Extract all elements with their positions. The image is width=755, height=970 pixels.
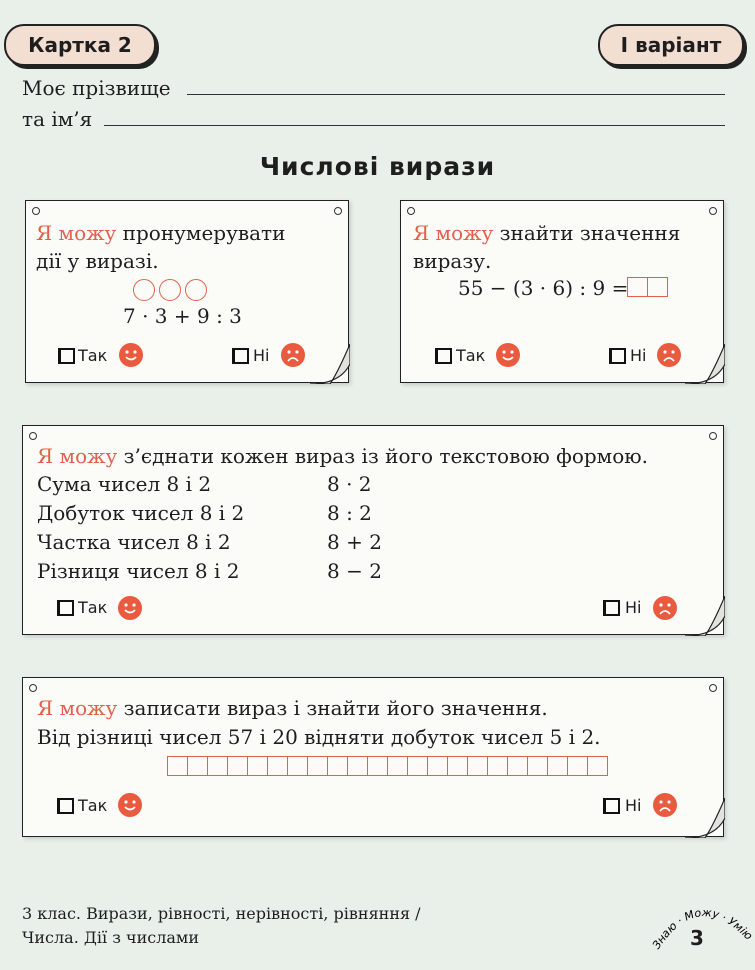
variant-badge <box>598 24 744 66</box>
task-text: пронумерувати <box>122 221 286 245</box>
answer-cell[interactable] <box>207 756 228 776</box>
answer-cell[interactable] <box>167 756 188 776</box>
expression-3[interactable]: 8 + 2 <box>327 530 382 554</box>
yes-label: Так <box>456 346 486 365</box>
happy-face-icon <box>118 793 142 817</box>
task-text: знайти значення <box>499 221 681 245</box>
answer-cell[interactable] <box>287 756 308 776</box>
text-form-2[interactable]: Добуток чисел 8 і 2 <box>37 501 245 525</box>
task-card-3 <box>22 425 724 635</box>
text-form-4[interactable]: Різниця чисел 8 і 2 <box>37 559 240 583</box>
variant-label: І варіант <box>620 33 722 57</box>
yes-label: Так <box>78 796 108 815</box>
page-curl-icon <box>310 344 350 384</box>
surname-label: Моє прізвище <box>22 76 171 100</box>
no-label: Ні <box>625 796 642 815</box>
task-text-continued: дії у виразі. <box>36 249 159 273</box>
yes-checkbox[interactable] <box>58 348 75 364</box>
answer-cell[interactable] <box>367 756 388 776</box>
no-label: Ні <box>630 346 647 365</box>
answer-cell[interactable] <box>487 756 508 776</box>
answer-cell[interactable] <box>267 756 288 776</box>
expression: 7 · 3 + 9 : 3 <box>123 304 242 328</box>
answer-cell[interactable] <box>227 756 248 776</box>
answer-cell[interactable] <box>507 756 528 776</box>
task-card-2 <box>400 200 724 383</box>
answer-cell[interactable] <box>587 756 608 776</box>
punch-hole-icon <box>29 684 37 692</box>
motto-text: Знаю · Можу · Умію <box>650 905 755 952</box>
lead-text: Я можу <box>37 444 118 468</box>
footer-line-1: 3 клас. Вирази, рівності, нерівності, рівняння / <box>22 904 421 923</box>
answer-cell[interactable] <box>387 756 408 776</box>
yes-checkbox[interactable] <box>435 348 452 364</box>
task-text-continued: виразу. <box>413 249 492 273</box>
sad-face-icon <box>653 596 677 620</box>
yes-label: Так <box>78 598 108 617</box>
text-form-1[interactable]: Сума чисел 8 і 2 <box>37 472 212 496</box>
task-text-continued: Від різниці чисел 57 і 20 відняти добуток чисел 5 і 2. <box>37 725 601 749</box>
expression-1[interactable]: 8 · 2 <box>327 472 372 496</box>
expression-4[interactable]: 8 − 2 <box>327 559 382 583</box>
answer-cell[interactable] <box>407 756 428 776</box>
answer-cell[interactable] <box>527 756 548 776</box>
lead-text: Я можу <box>37 696 118 720</box>
order-answer-circles[interactable] <box>133 279 211 305</box>
punch-hole-icon <box>709 684 717 692</box>
answer-cell[interactable] <box>547 756 568 776</box>
answer-cell[interactable] <box>307 756 328 776</box>
answer-cell[interactable] <box>467 756 488 776</box>
sad-face-icon <box>657 343 681 367</box>
task-text: з’єднати кожен вираз із його текстовою формою. <box>123 444 649 468</box>
task-card-1 <box>25 200 349 383</box>
expression-2[interactable]: 8 : 2 <box>327 501 372 525</box>
name-field[interactable] <box>104 125 725 126</box>
punch-hole-icon <box>29 432 37 440</box>
page-curl-icon <box>685 798 725 838</box>
footer-line-2: Числа. Дії з числами <box>22 928 200 947</box>
no-checkbox[interactable] <box>603 798 620 814</box>
lead-text: Я можу <box>36 221 117 245</box>
no-checkbox[interactable] <box>609 348 626 364</box>
happy-face-icon <box>119 343 143 367</box>
no-label: Ні <box>253 346 270 365</box>
task-card-4 <box>22 677 724 837</box>
punch-hole-icon <box>709 432 717 440</box>
answer-cell[interactable] <box>447 756 468 776</box>
page-number: 3 <box>690 926 704 950</box>
card-number-badge <box>4 24 156 66</box>
no-label: Ні <box>625 598 642 617</box>
no-checkbox[interactable] <box>603 600 620 616</box>
yes-label: Так <box>78 346 108 365</box>
lead-text: Я можу <box>413 221 494 245</box>
yes-checkbox[interactable] <box>57 798 74 814</box>
expression: 55 − (3 · 6) : 9 = <box>458 276 629 300</box>
name-label: та ім’я <box>22 107 93 131</box>
punch-hole-icon <box>334 207 342 215</box>
punch-hole-icon <box>407 207 415 215</box>
answer-cell[interactable] <box>347 756 368 776</box>
task-text: записати вираз і знайти його значення. <box>123 696 548 720</box>
answer-cell[interactable] <box>247 756 268 776</box>
answer-cell[interactable] <box>567 756 588 776</box>
happy-face-icon <box>496 343 520 367</box>
no-checkbox[interactable] <box>232 348 249 364</box>
page-title: Числові вирази <box>259 152 496 181</box>
yes-checkbox[interactable] <box>57 600 74 616</box>
sad-face-icon <box>281 343 305 367</box>
text-form-3[interactable]: Частка чисел 8 і 2 <box>37 530 231 554</box>
answer-cell[interactable] <box>327 756 348 776</box>
page-curl-icon <box>685 596 725 636</box>
answer-grid[interactable] <box>168 756 608 776</box>
card-number-label: Картка 2 <box>28 33 132 57</box>
answer-cell[interactable] <box>187 756 208 776</box>
page-curl-icon <box>685 344 725 384</box>
punch-hole-icon <box>709 207 717 215</box>
sad-face-icon <box>653 793 677 817</box>
answer-cell[interactable] <box>427 756 448 776</box>
punch-hole-icon <box>32 207 40 215</box>
surname-field[interactable] <box>187 94 725 95</box>
happy-face-icon <box>118 596 142 620</box>
answer-boxes[interactable] <box>628 277 668 297</box>
